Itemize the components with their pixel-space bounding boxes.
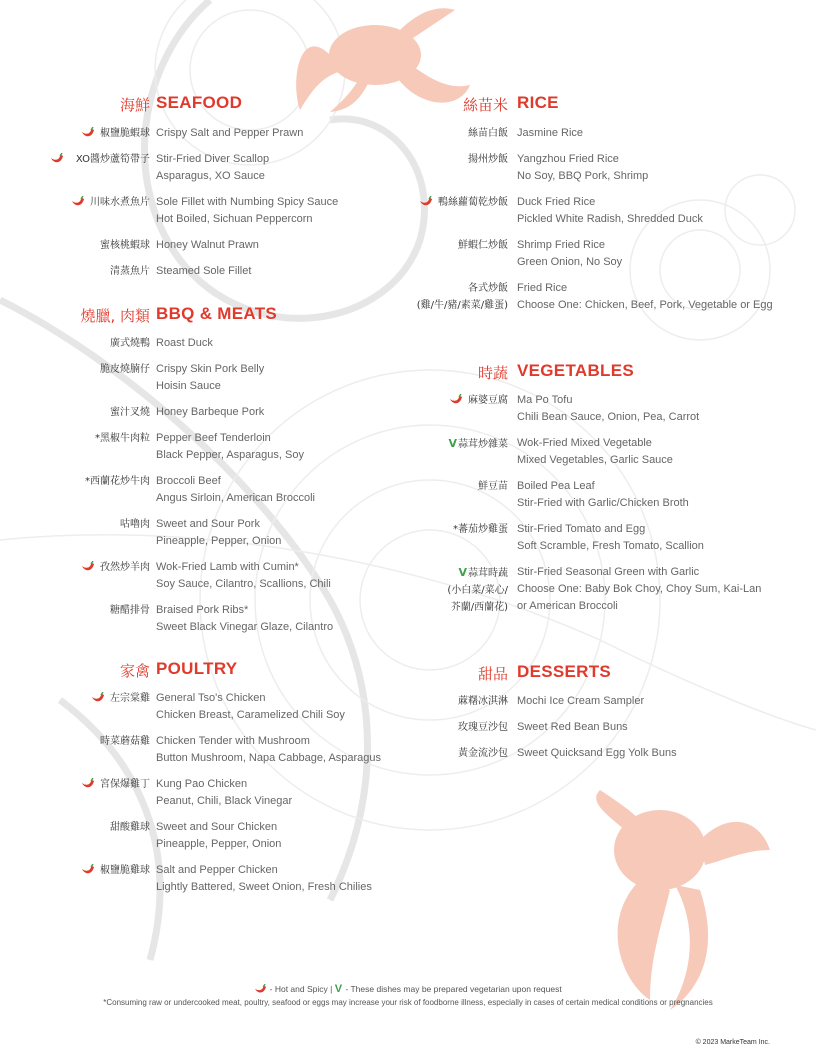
chili-pepper-icon <box>81 864 95 876</box>
menu-item-name-zh: 絲苗白飯 <box>468 128 508 139</box>
section-title-zh: 時蔬 <box>477 364 508 382</box>
menu-item-description: Shrimp Fried Rice Green Onion, No Soy <box>517 239 623 268</box>
copyright: © 2023 MarkeTeam Inc. <box>695 1039 770 1046</box>
menu-item-name-zh: 玫瑰豆沙包 <box>458 722 508 733</box>
menu-item-description: Boiled Pea Leaf Stir-Fried with Garlic/Chicken Broth <box>517 480 689 509</box>
chili-pepper-icon <box>71 196 85 208</box>
menu-item-name-zh: 川味水煮魚片 <box>90 197 150 208</box>
chili-pepper-icon <box>419 196 433 208</box>
menu-item-name-zh: 左宗棠雞 <box>110 693 150 704</box>
menu-item-description: Mochi Ice Cream Sampler <box>517 695 645 707</box>
menu-item-name-zh: 鮮蝦仁炒飯 <box>458 240 508 251</box>
section-title: DESSERTS <box>517 662 612 681</box>
legend <box>0 983 816 995</box>
section-header <box>400 663 816 687</box>
menu-item-name-zh: V蒜茸時蔬 (小白菜/菜心/ 芥蘭/西蘭花) <box>447 566 508 613</box>
menu-item-description: Sole Fillet with Numbing Spicy Sauce Hot Boiled, Sichuan Peppercorn <box>156 196 339 225</box>
section-title-zh: 絲苗米 <box>462 96 508 114</box>
vegetarian-leaf-icon: V <box>334 983 343 995</box>
section-title-zh: 海鮮 <box>119 96 150 114</box>
vegetarian-leaf-icon: V <box>458 566 467 579</box>
section-title: RICE <box>517 93 559 112</box>
menu-item-name-zh: V蒜茸炒雜菜 <box>448 437 508 450</box>
menu-item-name-zh: *黑椒牛肉粒 <box>95 433 150 444</box>
menu-item-description: Jasmine Rice <box>517 127 584 139</box>
menu-item-description: Sweet and Sour Chicken Pineapple, Pepper, Onion <box>156 821 282 850</box>
menu-item-name-zh: 時菜蘑菇雞 <box>100 736 150 747</box>
menu-item-name-zh: 蔴糬冰淇淋 <box>458 696 508 707</box>
legend-veg-text: - These dishes may be prepared vegetarian upon request <box>345 984 562 994</box>
menu-item-description: Chicken Tender with Mushroom Button Mushroom, Napa Cabbage, Asparagus <box>156 735 382 764</box>
menu-item-name-zh: 蜜汁叉燒 <box>110 407 150 418</box>
menu-item-name-zh: 揚州炒飯 <box>468 154 508 165</box>
section-title-zh: 燒臘, 肉類 <box>80 307 150 325</box>
legend-hot-text: - Hot and Spicy | <box>269 984 333 994</box>
section-title: SEAFOOD <box>156 93 243 112</box>
menu-item-description: Crispy Skin Pork Belly Hoisin Sauce <box>156 363 265 392</box>
menu-item-description: Sweet Red Bean Buns <box>517 721 628 733</box>
goldfish-icon <box>596 790 770 1010</box>
menu-item-name-zh: 蜜核桃蝦球 <box>100 240 150 251</box>
menu-item-description: Yangzhou Fried Rice No Soy, BBQ Pork, Shrimp <box>517 153 649 182</box>
menu-item-name-zh: 脆皮燒腩仔 <box>100 364 150 375</box>
menu-item-name-zh: *蕃茄炒雞蛋 <box>453 524 508 535</box>
menu-item-name-zh: 黃金流沙包 <box>458 748 508 759</box>
chili-pepper-icon <box>81 778 95 790</box>
section-title: BBQ & MEATS <box>156 304 278 323</box>
menu-item-name-zh: 糖醋排骨 <box>110 605 150 616</box>
menu-item-description: Honey Barbeque Pork <box>156 406 265 418</box>
section-title-zh: 家禽 <box>119 662 150 680</box>
menu-item-description: Wok-Fried Mixed Vegetable Mixed Vegetables, Garlic Sauce <box>517 437 673 466</box>
menu-item-description: Honey Walnut Prawn <box>156 239 259 251</box>
menu-item-description: Broccoli Beef Angus Sirloin, American Broccoli <box>156 475 315 504</box>
menu-item-name-zh: 鴨絲蘿蔔乾炒飯 <box>438 197 508 208</box>
menu-item-description: Sweet and Sour Pork Pineapple, Pepper, Onion <box>156 518 282 547</box>
menu-item-description: Braised Pork Ribs* Sweet Black Vinegar Glaze, Cilantro <box>156 604 334 633</box>
menu-item-name-zh: 椒鹽脆雞球 <box>100 865 150 876</box>
disclaimer: *Consuming raw or undercooked meat, poultry, seafood or eggs may increase your risk of foodborne illness, especially in cases of certain medical conditions or pregnancies <box>103 998 713 1007</box>
menu-item-description: Crispy Salt and Pepper Prawn <box>156 127 304 139</box>
section-title: POULTRY <box>156 659 238 678</box>
chili-pepper-icon <box>50 153 64 165</box>
menu-item-name-zh: 清蒸魚片 <box>110 266 150 277</box>
menu-item-description: Duck Fried Rice Pickled White Radish, Shredded Duck <box>517 196 703 225</box>
menu-item-description: Steamed Sole Fillet <box>156 265 252 277</box>
menu-item-description: Ma Po Tofu Chili Bean Sauce, Onion, Pea, Carrot <box>517 394 700 423</box>
menu-item-description: Kung Pao Chicken Peanut, Chili, Black Vinegar <box>156 778 293 807</box>
menu-item-description: Wok-Fried Lamb with Cumin* Soy Sauce, Cilantro, Scallions, Chili <box>156 561 331 590</box>
section-title: VEGETABLES <box>517 361 634 380</box>
menu-item-name-zh: 孜然炒羊肉 <box>100 562 150 573</box>
menu-item-name-zh: XO醬炒蘆筍帶子 <box>75 154 150 165</box>
menu-item-name-zh: 鮮豆苗 <box>478 481 508 492</box>
menu-item-description: General Tso's Chicken Chicken Breast, Caramelized Chili Soy <box>156 692 345 721</box>
menu-item-name-zh: *西蘭花炒牛肉 <box>85 476 150 487</box>
chili-pepper-icon <box>81 127 95 139</box>
menu-item-description: Roast Duck <box>156 337 213 349</box>
section-header <box>0 94 400 118</box>
menu-item-name-zh: 咕嚕肉 <box>120 519 150 530</box>
chili-pepper-icon <box>449 394 463 406</box>
section-header <box>400 94 816 118</box>
menu-item-name-zh: 椒鹽脆蝦球 <box>100 128 150 139</box>
menu-item-name-zh: 麻婆豆腐 <box>468 395 508 406</box>
section-header <box>0 660 400 684</box>
menu-item-description: Pepper Beef Tenderloin Black Pepper, Asparagus, Soy <box>156 432 304 461</box>
chili-pepper-icon <box>81 561 95 573</box>
menu-item-description: Fried Rice Choose One: Chicken, Beef, Pork, Vegetable or Egg <box>517 282 773 311</box>
chili-pepper-icon <box>254 984 267 995</box>
menu-item-name-zh: 各式炒飯 (雞/牛/豬/素菜/雞蛋) <box>416 283 508 311</box>
menu-item-name-zh: 甜酸雞球 <box>110 822 150 833</box>
menu-item-name-zh: 廣式燒鴨 <box>110 338 150 349</box>
menu-item-name-zh: 宮保爆雞丁 <box>100 779 150 790</box>
menu-item-description: Stir-Fried Diver Scallop Asparagus, XO Sauce <box>156 153 270 182</box>
vegetarian-leaf-icon: V <box>448 437 457 450</box>
menu-item-description: Sweet Quicksand Egg Yolk Buns <box>517 747 677 759</box>
chili-pepper-icon <box>91 692 105 704</box>
section-title-zh: 甜品 <box>477 665 508 683</box>
menu-item-description: Stir-Fried Seasonal Green with Garlic Choose One: Baby Bok Choy, Choy Sum, Kai-Lan or American Broccoli <box>517 566 762 612</box>
section-header <box>0 305 400 329</box>
menu-item-description: Salt and Pepper Chicken Lightly Battered, Sweet Onion, Fresh Chilies <box>156 864 372 893</box>
section-header <box>400 362 816 386</box>
menu-item-description: Stir-Fried Tomato and Egg Soft Scramble, Fresh Tomato, Scallion <box>517 523 704 552</box>
